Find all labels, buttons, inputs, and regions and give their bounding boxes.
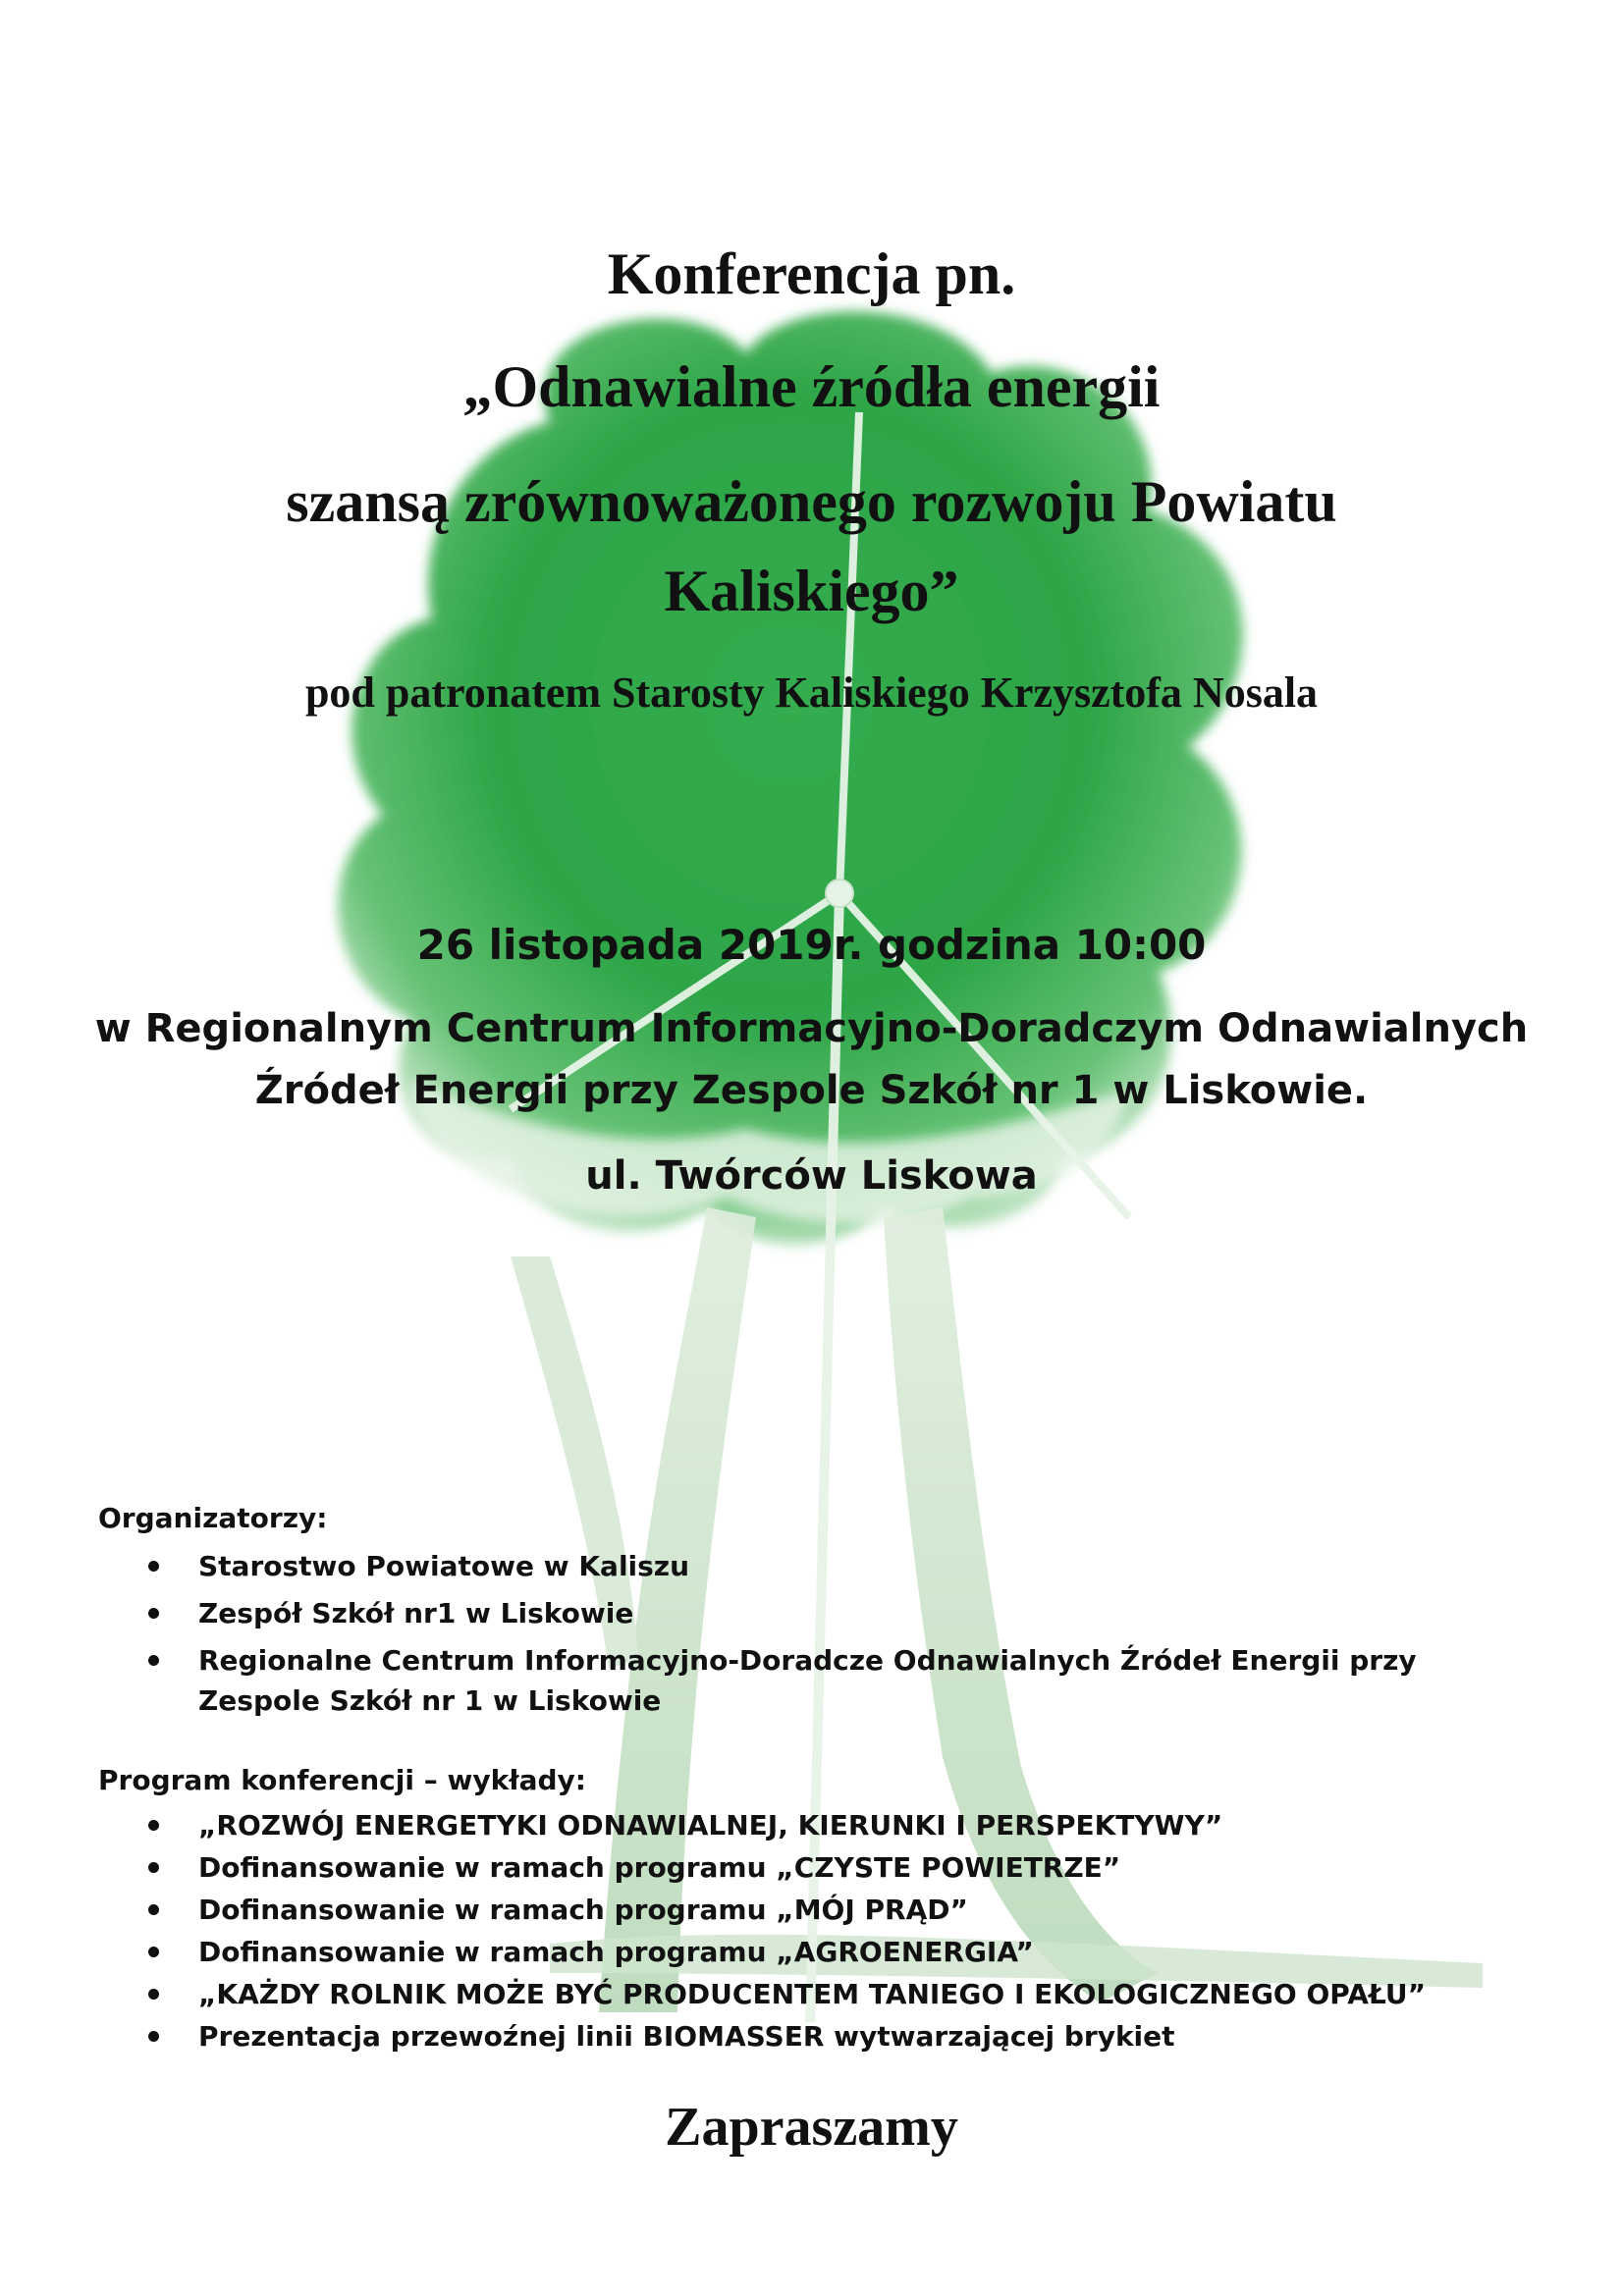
list-item: Dofinansowanie w ramach programu „AGROENERGIA” [0,1931,1623,1973]
organizers-list [0,1546,1623,1728]
venue-street: ul. Twórców Liskowa [585,1153,1038,1199]
organizers-heading: Organizatorzy: [98,1502,328,1534]
list-item: Regionalne Centrum Informacyjno-Doradcze Odnawialnych Źródeł Energii przy Zespole Szkół nr 1 w Liskowie [0,1640,1529,1721]
list-item: „ROZWÓJ ENERGETYKI ODNAWIALNEJ, KIERUNKI I PERSPEKTYWY” [0,1804,1623,1846]
list-item: Prezentacja przewoźnej linii BIOMASSER wytwarzającej brykiet [0,2015,1623,2057]
venue-line2: Źródeł Energii przy Zespole Szkół nr 1 w Liskowie. [254,1068,1369,1113]
list-item: „KAŻDY ROLNIK MOŻE BYĆ PRODUCENTEM TANIEGO I EKOLOGICZNEGO OPAŁU” [0,1973,1623,2015]
list-item: Zespół Szkół nr1 w Liskowie [0,1593,1623,1633]
patronage-line: pod patronatem Starosty Kaliskiego Krzysztofa Nosala [304,668,1319,717]
conference-title-line3: Kaliskiego” [664,559,959,623]
list-item: Dofinansowanie w ramach programu „CZYSTE POWIETRZE” [0,1846,1623,1889]
list-item: Starostwo Powiatowe w Kaliszu [0,1546,1623,1586]
venue-line1: w Regionalnym Centrum Informacyjno-Doradczym Odnawialnych [94,1006,1529,1051]
list-item: Dofinansowanie w ramach programu „MÓJ PRĄD” [0,1889,1623,1931]
conference-label: Konferencja pn. [607,241,1016,306]
program-heading: Program konferencji – wykłady: [98,1764,586,1796]
conference-title-line1: „Odnawialne źródła energii [462,354,1161,419]
conference-title-line2: szansą zrównoważonego rozwoju Powiatu [286,469,1337,534]
program-list [0,1804,1623,2057]
event-date-time: 26 listopada 2019r. godzina 10:00 [416,921,1207,969]
closing-invitation: Zapraszamy [665,2097,958,2158]
